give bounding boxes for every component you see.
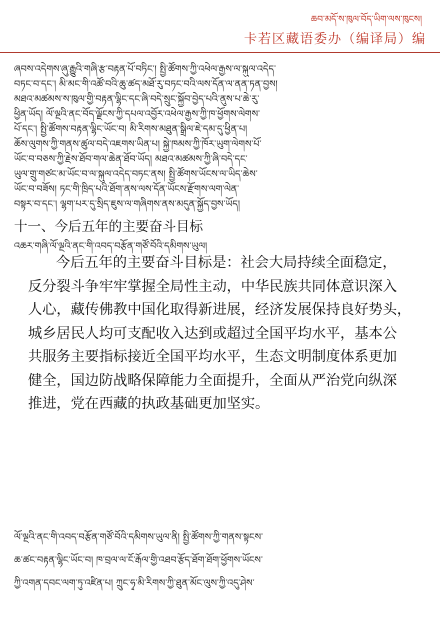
paragraph-line: 今后五年的主要奋斗目标是：社会大局持续全面稳定， <box>56 255 397 271</box>
paragraph-line: 城乡居民人均可支配收入达到或超过全国平均水平，基本公 <box>28 325 397 342</box>
tibetan-line: ཡོང་བ་བཅས་ཀྱི་རྗེས་ཐོབ་གལ་ཆེན་ཐོབ་ཡོད། མཐའ་མཚམས་ཀྱི་ཞི་བདེ་དང་ <box>14 154 248 165</box>
chinese-paragraph <box>28 252 428 417</box>
tibetan-line: ཡོང་བ་བཟོས། ཏང་གི་ཁྲིད་པའི་ཐོག་ནས་ལས་དོན་ཡོངས་རྫོགས་ལག་ལེན་ <box>14 184 240 195</box>
section-heading-tibetan: འཆར་གཞི་ལོ་ལྔའི་ནང་གི་འབད་བརྩོན་གཙོ་བོའི་དམིགས་ཡུལ། <box>14 241 208 252</box>
tibetan-line: ཡུལ་གྲུ་གཙང་མ་ཡོང་བ་ལ་སྐུལ་འདེད་བཏང་ནས། སྤྱི་ཚོགས་ཡོངས་ལ་ཡིད་ཆེས་ <box>14 169 258 180</box>
tibetan-paragraph-top <box>14 62 426 212</box>
paragraph-line: 健全，国边防战略保障能力全面提升，全面从严治党向纵深 <box>28 372 397 389</box>
tibetan-line: ཀྱི་འགན་དབང་ལག་ཏུ་འཛིན་པ། ཀྲུང་ཧྭ་མི་རིགས་ཀྱི་ཐུན་མོང་ལུས་ཀྱི་འདུ་ཤེས་ <box>14 578 255 589</box>
tibetan-line: མཐའ་མཚམས་ས་ཁུལ་གྱི་བརྟན་ལྷིང་དང་ཞི་བདེ་སྲུང་སྐྱོབ་བྱེད་པའི་ནུས་པ་ཆེ་རུ་ <box>14 94 260 105</box>
paragraph-line: 人心，藏传佛教中国化取得新进展，经济发展保持良好势头， <box>28 302 412 318</box>
section-heading: 十一、今后五年的主要奋斗目标 <box>14 219 203 235</box>
paragraph-line: 推进，党在西藏的执政基础更加坚实。 <box>28 396 270 412</box>
tibetan-line: པོ་དང་། སྤྱི་ཚོགས་བརྟན་ལྷིང་ཡོང་བ། མི་རིགས་མཐུན་སྒྲིལ་ཇེ་དམ་དུ་ཕྱིན་པ། <box>14 124 248 135</box>
document-header <box>0 0 440 66</box>
paragraph-line: 共服务主要指标接近全国平均水平，生态文明制度体系更加 <box>28 349 397 365</box>
header-chinese-title: 卡若区藏语委办（编译局）编 <box>243 32 426 47</box>
tibetan-line: ཆོས་ལུགས་ཀྱི་གནས་ཚུལ་བདེ་འཇགས་ཡིན་པ། སྐྱེ་ཁམས་ཀྱི་ཁོར་ཡུག་ལེགས་པོ་ <box>14 139 262 150</box>
tibetan-line: ཆ་ཚང་བརྟན་ལྷིང་ཡོང་བ། ཁ་བྲལ་ལ་ངོ་རྒོལ་གྱི་འཐབ་རྩོད་ཐོག་ཐོག་ཕྱོགས་ཡོངས་ <box>14 555 263 566</box>
tibetan-line: ཕྱིན་ཡོད། ལོ་ལྔའི་ནང་བོད་ལྗོངས་ཀྱི་དཔལ་འབྱོར་འཕེལ་རྒྱས་ཀྱི་ཁ་ཕྱོགས་ལེགས་ <box>14 109 261 120</box>
tibetan-line: ཞབས་འདེགས་ཞུ་རྒྱུའི་གཞི་རྩ་བརྟན་པོ་བཏིང་། སྤྱི་ཚོགས་ཀྱི་འཕེལ་རྒྱས་ལ་སྐུལ་འདེད་ <box>14 64 276 75</box>
paragraph-line: 反分裂斗争牢牢掌握全局性主动，中华民族共同体意识深入 <box>28 278 397 295</box>
tibetan-line: བཏང་བ་དང་། མི་མང་གི་འཚོ་བའི་ཆུ་ཚད་མཐོ་རུ་བཏང་བའི་ལས་དོན་ལ་ནན་ཏན་བྱས། <box>14 79 278 90</box>
tibetan-line: བསྟར་བ་དང་། ལྷག་པར་དུ་སྲིད་ཇུས་ལ་གཞིགས་ནས་མདུན་སྐྱོད་བྱས་ཡོད། <box>14 199 240 210</box>
tibetan-paragraph-bottom <box>14 530 426 591</box>
tibetan-line: ལོ་ལྔའི་ནང་གི་འབད་བརྩོན་གཙོ་བོའི་དམིགས་ཡུལ་ནི། སྤྱི་ཚོགས་ཀྱི་གནས་སྟངས་ <box>14 532 263 543</box>
header-divider <box>0 52 440 53</box>
section-eleven <box>14 215 426 254</box>
header-tibetan-title: ཆབ་མདོ་ས་ཁུལ་བོད་ཡིག་ལས་ཁུངས། <box>310 15 422 25</box>
